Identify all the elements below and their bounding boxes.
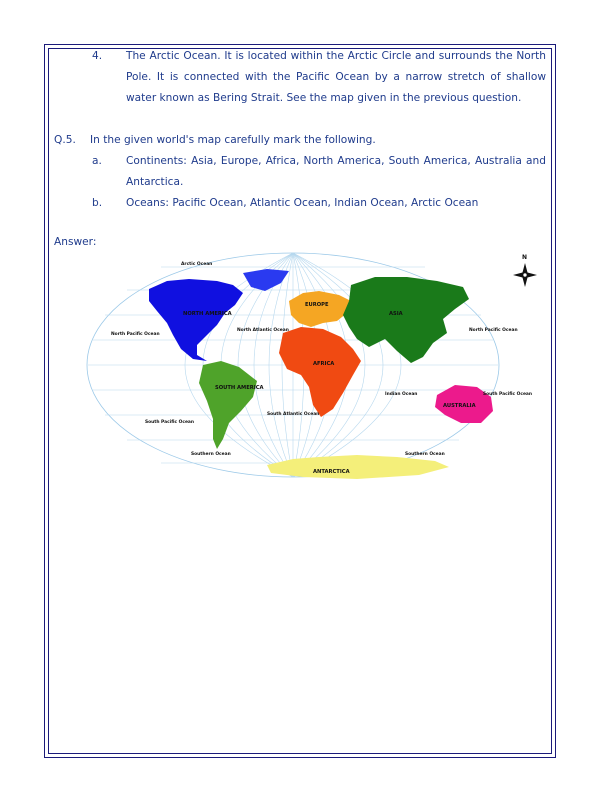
label-arctic-ocean: Arctic Ocean — [181, 262, 213, 267]
label-north-america: NORTH AMERICA — [183, 311, 232, 317]
label-south-pacific-east: South Pacific Ocean — [483, 392, 533, 397]
answer-label: Answer: — [54, 236, 97, 248]
q5-label: Q.5. — [54, 134, 76, 146]
label-antarctica: ANTARCTICA — [313, 469, 350, 475]
label-north-atlantic: North Atlantic Ocean — [237, 328, 289, 333]
compass-rose-icon — [513, 263, 537, 287]
label-south-atlantic: South Atlantic Ocean — [267, 412, 320, 417]
q4-number: 4. — [92, 50, 103, 62]
label-europe: EUROPE — [305, 302, 329, 308]
q5-b-text: Oceans: Pacific Ocean, Atlantic Ocean, Indian Ocean, Arctic Ocean — [126, 197, 479, 209]
label-australia: AUSTRALIA — [443, 403, 476, 409]
label-africa: AFRICA — [313, 361, 335, 367]
compass-north-label: N — [522, 254, 528, 261]
label-south-pacific-west: South Pacific Ocean — [145, 420, 195, 425]
q5-b-label: b. — [92, 197, 103, 209]
label-north-pacific-west: North Pacific Ocean — [111, 332, 160, 337]
label-southern-ocean-east: Southern Ocean — [405, 452, 445, 457]
label-south-america: SOUTH AMERICA — [215, 385, 264, 391]
label-indian-ocean: Indian Ocean — [385, 392, 418, 397]
q5-a-label: a. — [92, 155, 102, 167]
label-asia: ASIA — [389, 311, 403, 317]
label-north-pacific-east: North Pacific Ocean — [469, 328, 518, 333]
q4-text: The Arctic Ocean. It is located within the Arctic Circle and surrounds the North Pole. It is connected with the Pacific Ocean by a narrow stretch of shallow water known as Bering Strait. See the map given in the previous question. — [126, 50, 546, 104]
world-map — [57, 243, 543, 491]
q5-a-text: Continents: Asia, Europe, Africa, North America, South America, Australia and Antarctica. — [126, 155, 546, 188]
label-southern-ocean-west: Southern Ocean — [191, 452, 231, 457]
q5-prompt: In the given world's map carefully mark the following. — [90, 134, 376, 146]
